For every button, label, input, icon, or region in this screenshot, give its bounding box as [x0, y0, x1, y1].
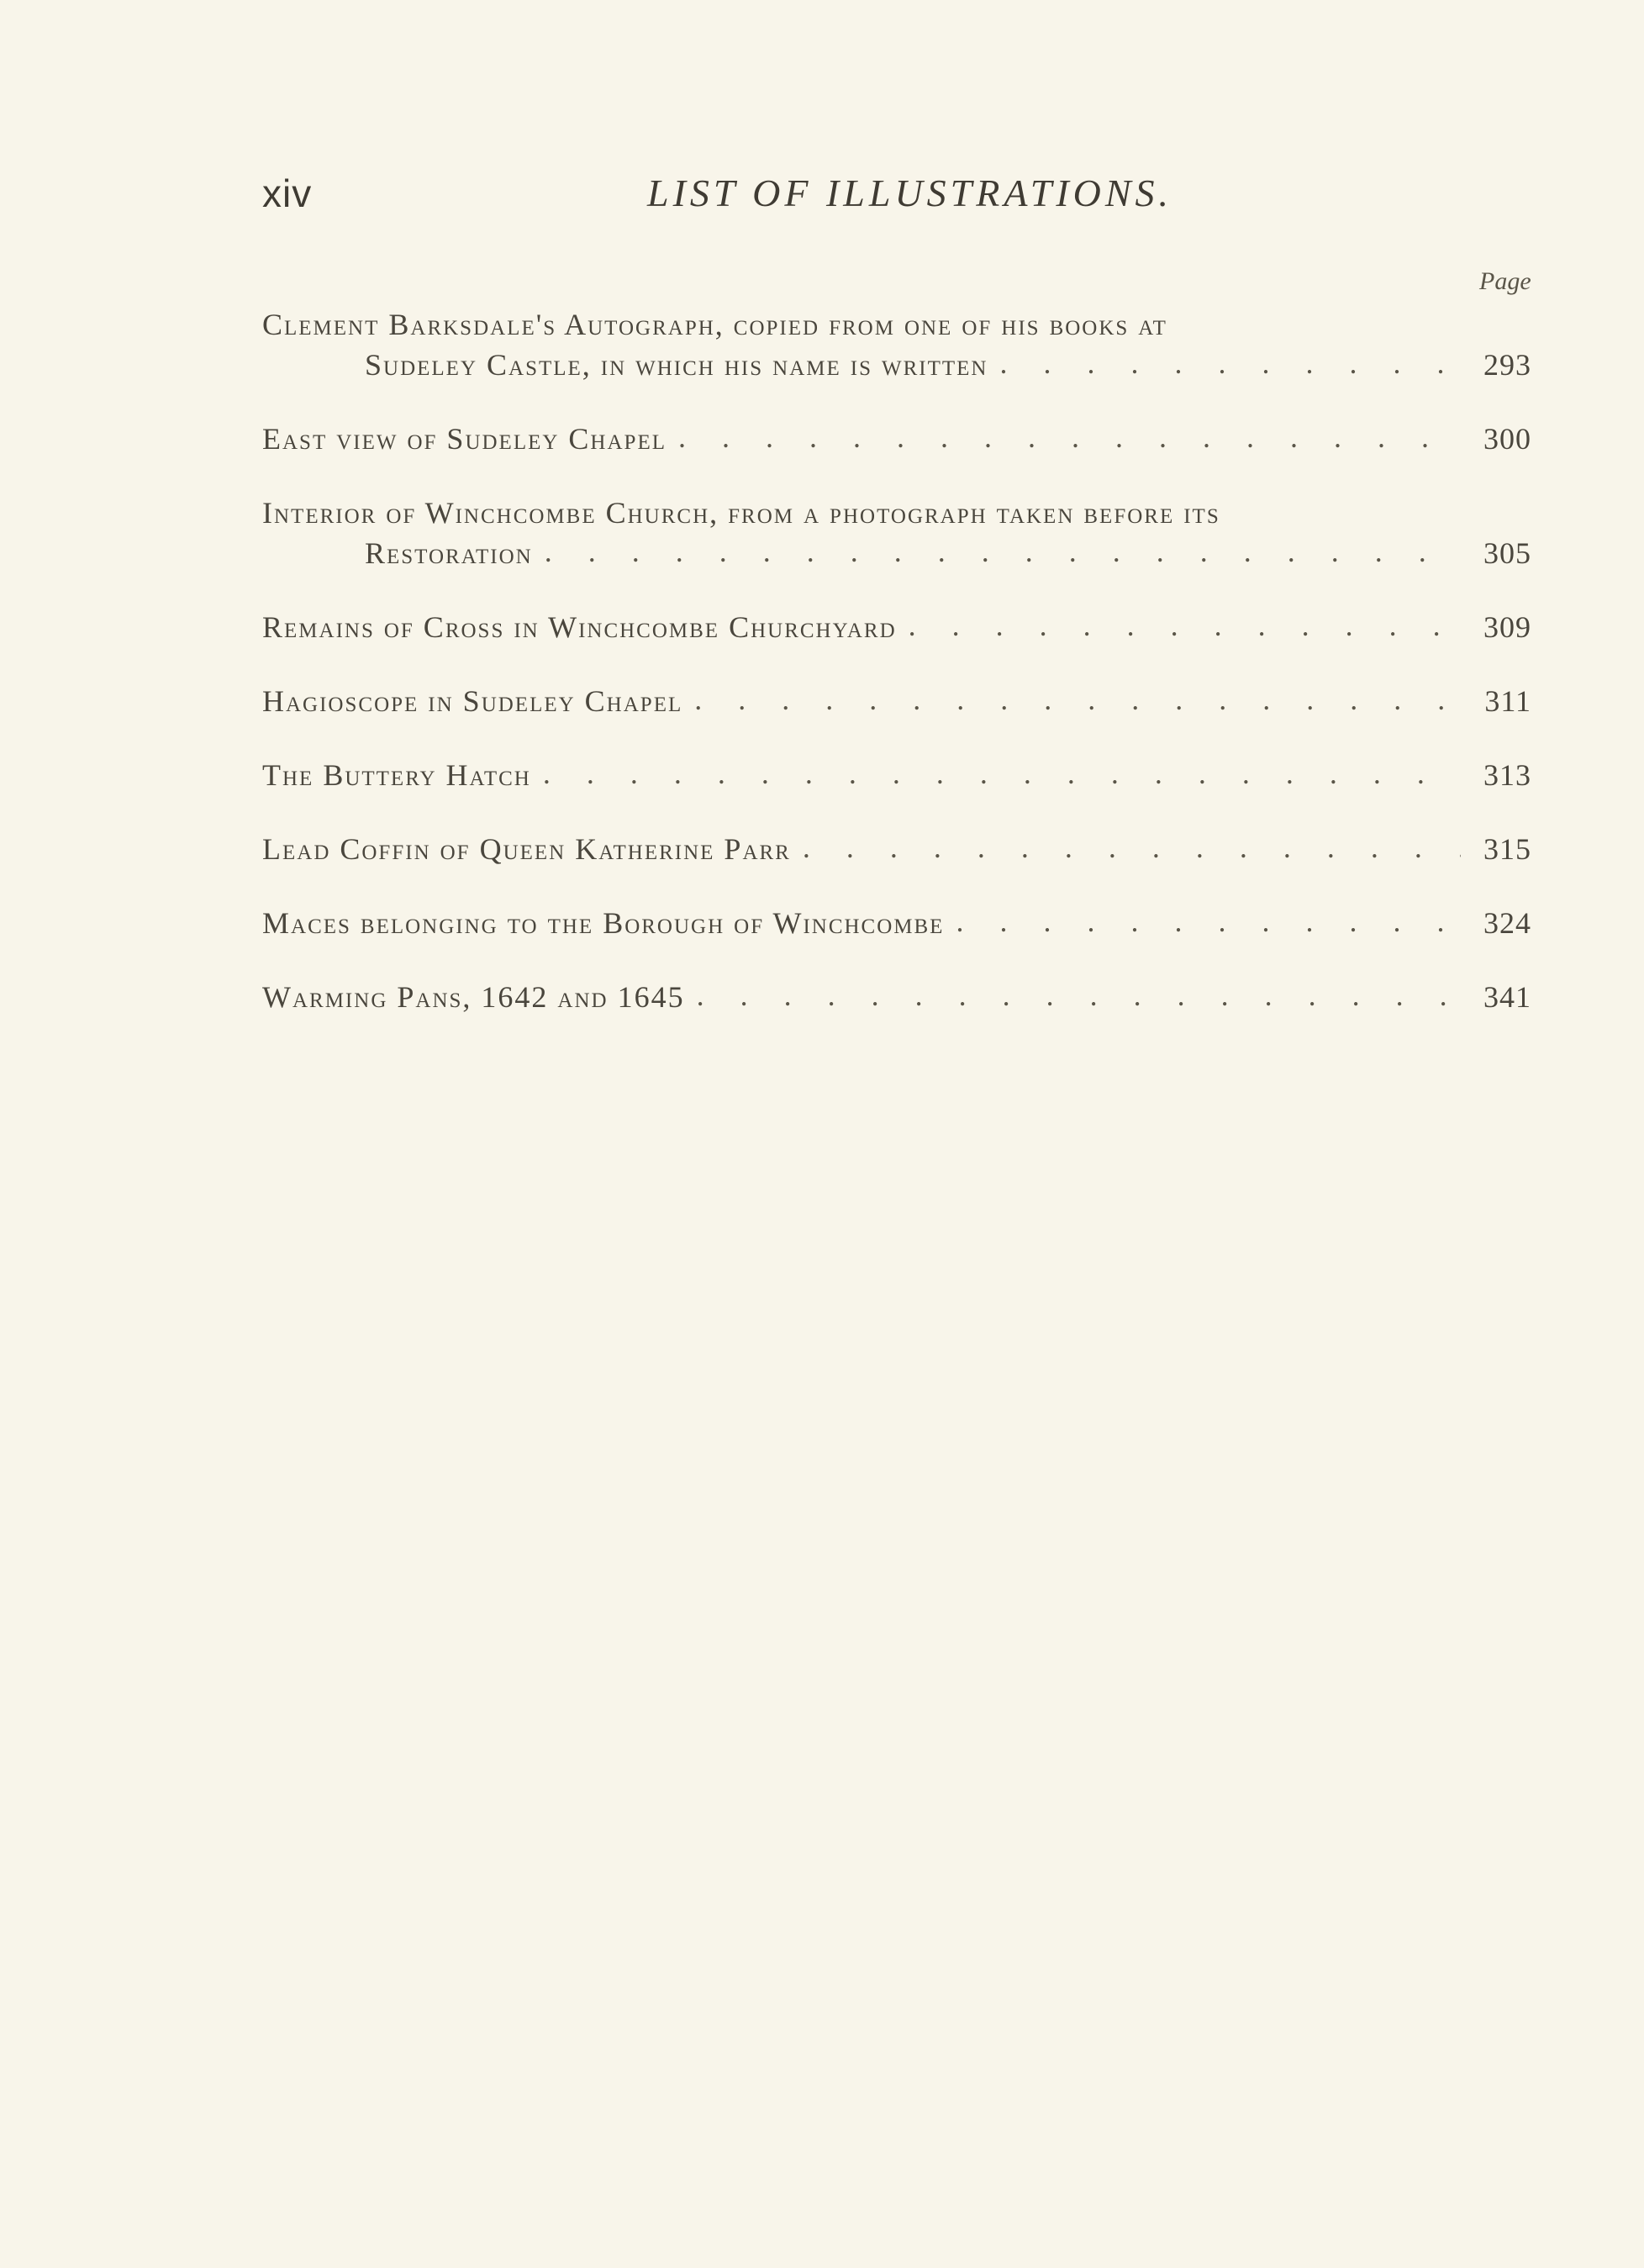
entry-page-number: 300 — [1483, 422, 1531, 456]
dot-leader — [803, 827, 1461, 868]
list-item — [262, 755, 1531, 795]
entry-title: East view of Sudeley Chapel — [262, 422, 667, 456]
list-item — [262, 903, 1531, 943]
entry-page-number: 293 — [1483, 348, 1531, 382]
entry-page-number: 305 — [1483, 536, 1531, 570]
entry-title: The Buttery Hatch — [262, 758, 531, 792]
entry-title: Hagioscope in Sudeley Chapel — [262, 684, 683, 718]
list-item — [262, 607, 1531, 647]
illustrations-list — [262, 304, 1531, 1051]
dot-leader — [999, 343, 1461, 383]
list-item — [262, 681, 1531, 721]
page-number: xiv — [262, 171, 313, 215]
entry-page-number: 341 — [1483, 980, 1531, 1014]
entry-title-continued: Restoration — [365, 536, 533, 570]
entry-title: Warming Pans, 1642 and 1645 — [262, 980, 685, 1014]
dot-leader — [956, 901, 1461, 941]
entry-page-number: 309 — [1483, 610, 1531, 644]
entry-page-number: 313 — [1483, 758, 1531, 792]
dot-leader — [909, 605, 1461, 646]
list-item — [262, 977, 1531, 1017]
list-item — [262, 304, 1531, 385]
entry-title: Interior of Winchcombe Church, from a photograph taken before its — [262, 496, 1220, 530]
entry-title-continued: Sudeley Castle, in which his name is written — [365, 348, 988, 382]
list-item — [262, 419, 1531, 459]
entry-title: Remains of Cross in Winchcombe Churchyard — [262, 610, 897, 644]
dot-leader — [697, 975, 1461, 1015]
dot-leader — [545, 531, 1461, 572]
entry-page-number: 324 — [1483, 906, 1531, 940]
list-item — [262, 493, 1531, 573]
entry-title: Lead Coffin of Queen Katherine Parr — [262, 832, 791, 866]
page-column-heading: Page — [1479, 267, 1531, 295]
entry-title: Maces belonging to the Borough of Winchcombe — [262, 906, 945, 940]
dot-leader — [678, 417, 1461, 457]
dot-leader — [694, 679, 1461, 720]
entry-title: Clement Barksdale's Autograph, copied from one of his books at — [262, 308, 1167, 341]
running-head: LIST OF ILLUSTRATIONS. — [647, 171, 1173, 214]
dot-leader — [543, 753, 1461, 794]
entry-page-number: 311 — [1484, 684, 1531, 718]
entry-page-number: 315 — [1483, 832, 1531, 866]
list-item — [262, 829, 1531, 869]
